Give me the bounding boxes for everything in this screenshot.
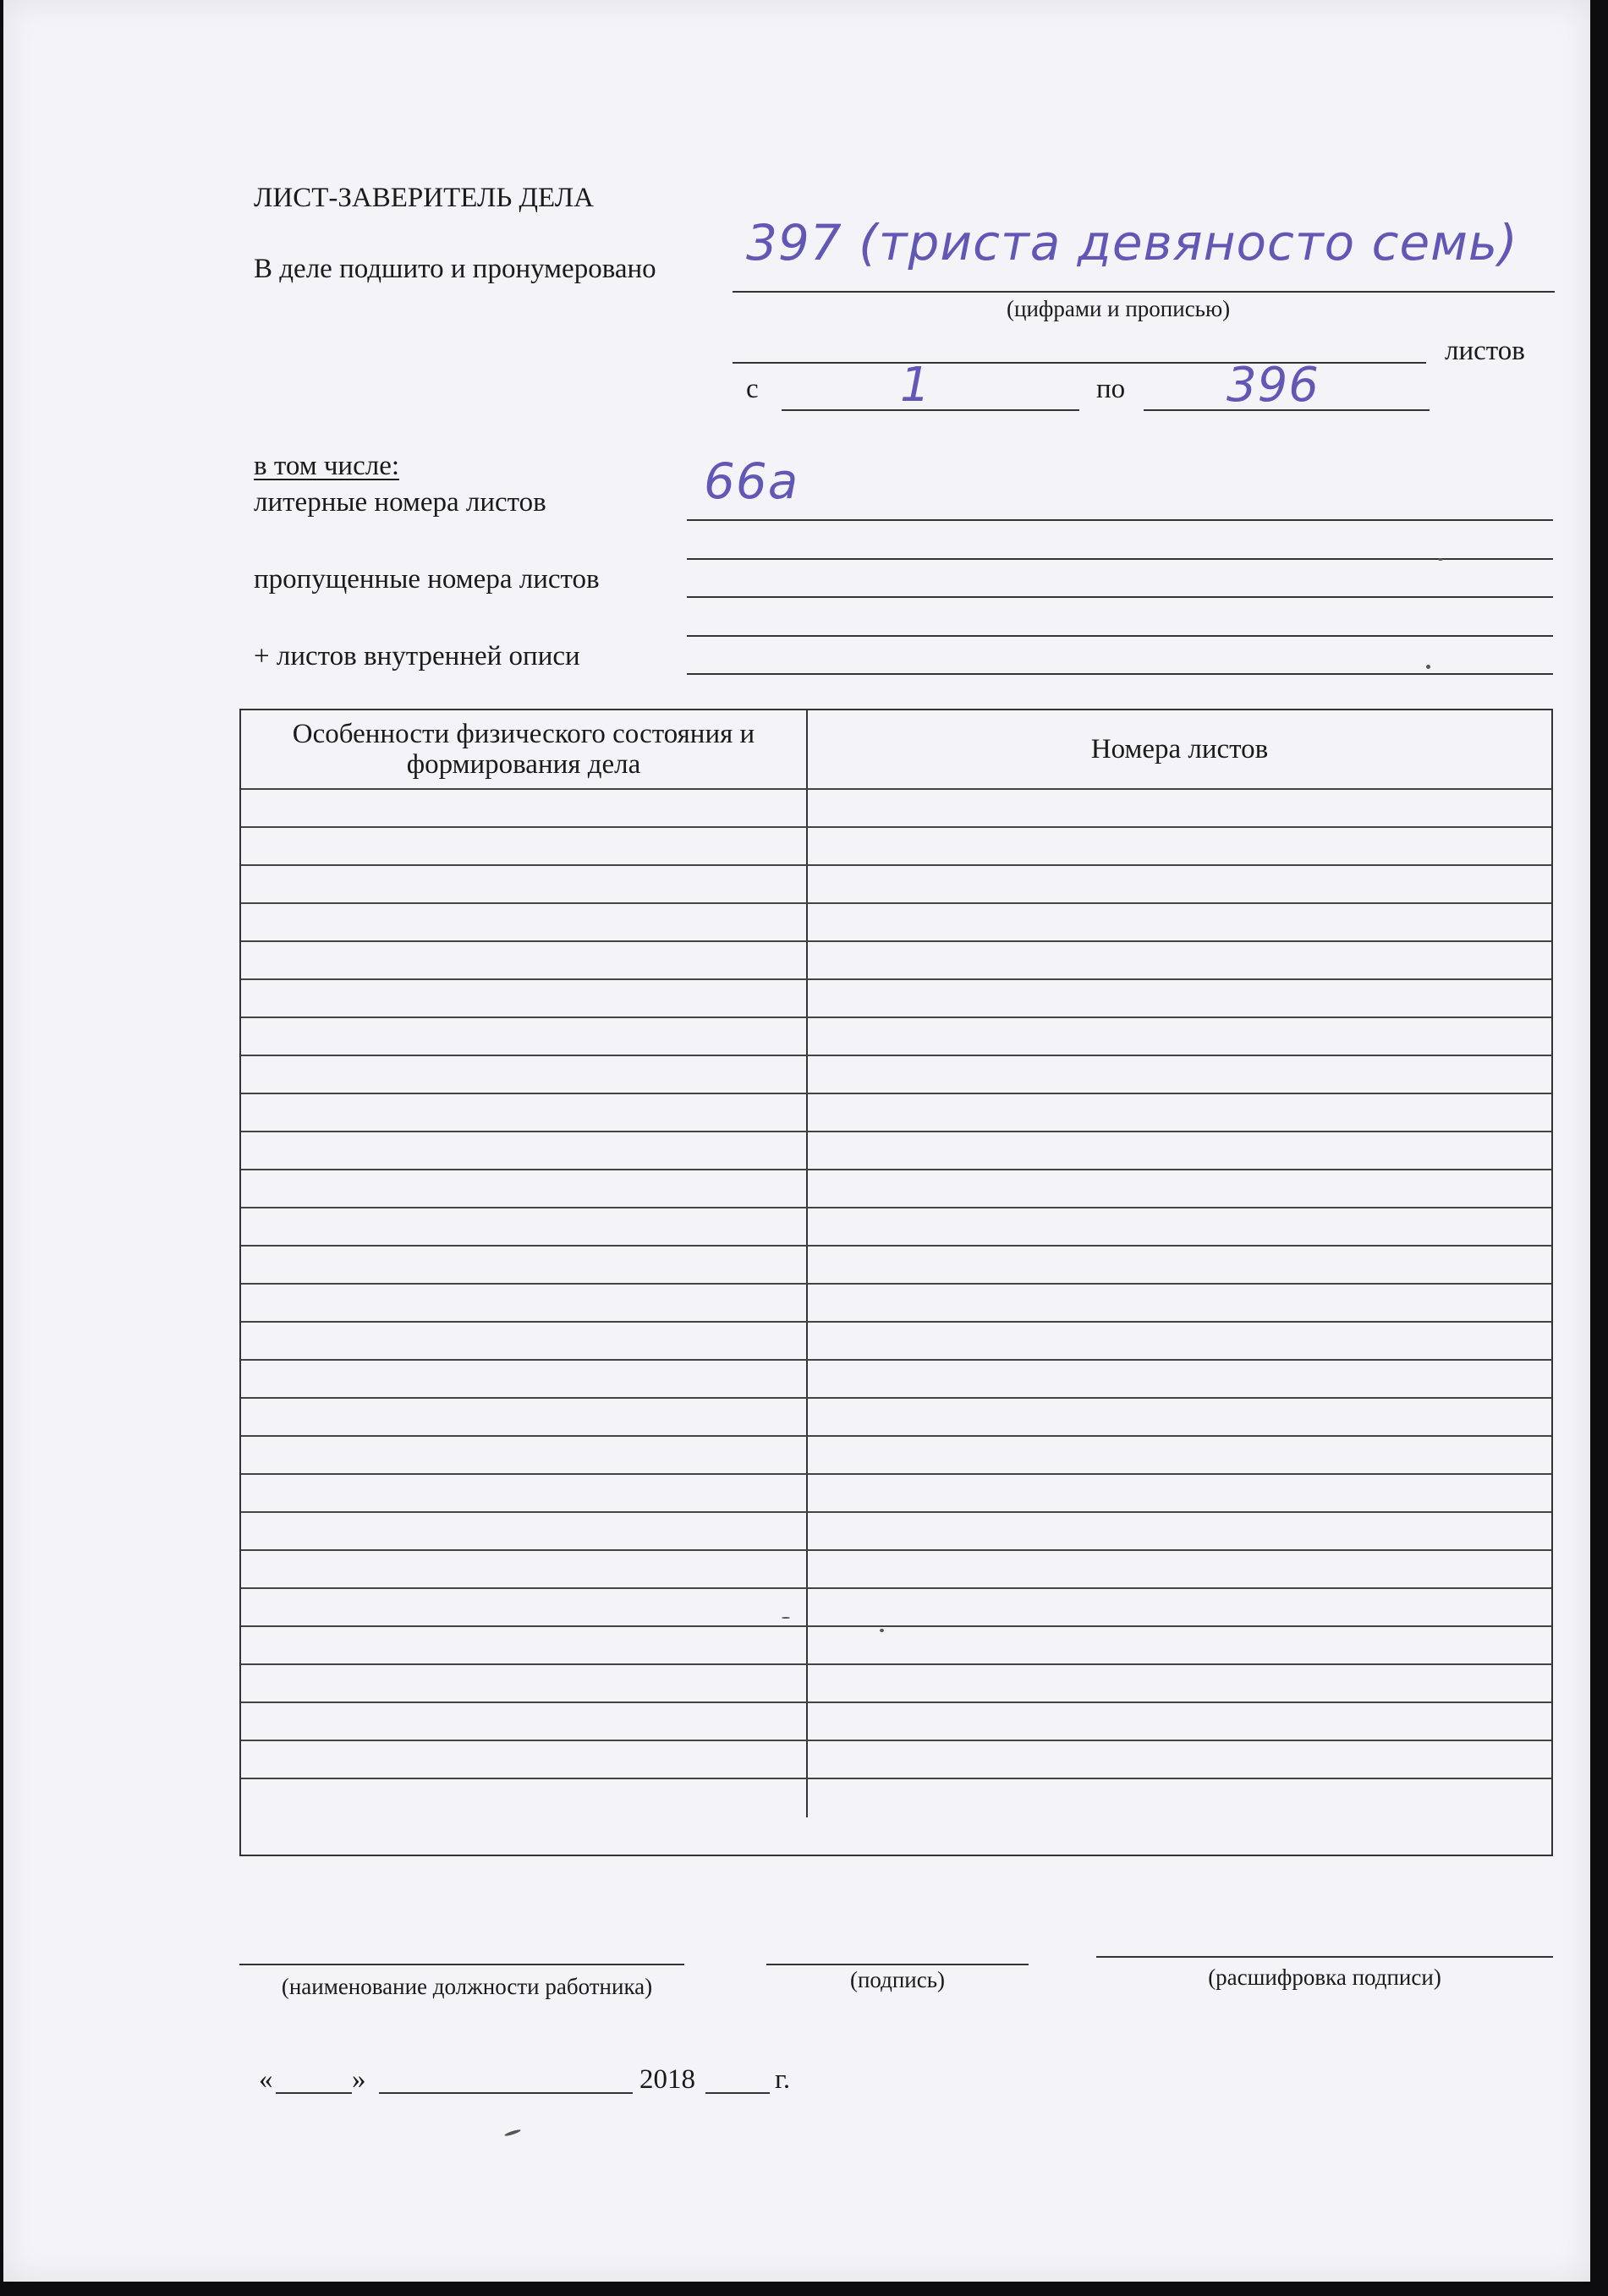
speck bbox=[1426, 665, 1430, 669]
condition-cell bbox=[241, 1170, 808, 1207]
from-label: с bbox=[746, 374, 759, 404]
table-body bbox=[241, 790, 1551, 1817]
date-close-quote: » bbox=[352, 2064, 366, 2095]
table-row bbox=[241, 1056, 1551, 1094]
sheet-numbers-cell bbox=[808, 1094, 1551, 1131]
condition-cell bbox=[241, 1361, 808, 1397]
letter-numbers-label: литерные номера листов bbox=[254, 487, 546, 518]
to-underline bbox=[1144, 409, 1430, 411]
table-row bbox=[241, 1132, 1551, 1170]
condition-cell bbox=[241, 942, 808, 978]
condition-cell bbox=[241, 790, 808, 826]
decoding-signature-line bbox=[1096, 1956, 1553, 1958]
sheet-numbers-cell bbox=[808, 942, 1551, 978]
sheet-numbers-cell bbox=[808, 1323, 1551, 1359]
sheet-numbers-cell bbox=[808, 1361, 1551, 1397]
signature-caption: (подпись) bbox=[849, 1967, 946, 1992]
table-row bbox=[241, 1513, 1551, 1551]
sheets-underline bbox=[733, 362, 1426, 364]
table-row bbox=[241, 1208, 1551, 1247]
letter-numbers-underline bbox=[687, 519, 1553, 521]
letter-numbers-value: 66а bbox=[704, 452, 799, 510]
sheet-numbers-cell bbox=[808, 1475, 1551, 1511]
condition-cell bbox=[241, 1437, 808, 1473]
date-year-suffix-line bbox=[705, 2092, 770, 2094]
table-row bbox=[241, 1779, 1551, 1817]
sheet-numbers-cell bbox=[808, 980, 1551, 1016]
table-row bbox=[241, 790, 1551, 828]
sheet-numbers-cell bbox=[808, 1703, 1551, 1740]
condition-cell bbox=[241, 1247, 808, 1283]
sheet-numbers-cell bbox=[808, 1018, 1551, 1055]
speck bbox=[880, 1629, 884, 1632]
condition-cell bbox=[241, 1665, 808, 1701]
speck bbox=[1438, 558, 1443, 561]
condition-cell bbox=[241, 980, 808, 1016]
sheet-numbers-cell bbox=[808, 1056, 1551, 1093]
condition-cell bbox=[241, 1627, 808, 1663]
header-sheet-numbers: Номера листов bbox=[1090, 733, 1269, 764]
condition-cell bbox=[241, 1285, 808, 1321]
condition-cell bbox=[241, 1475, 808, 1511]
sheet-numbers-cell bbox=[808, 1170, 1551, 1207]
stitched-underline bbox=[733, 291, 1555, 293]
condition-cell bbox=[241, 1589, 808, 1625]
condition-cell bbox=[241, 1513, 808, 1549]
table-row bbox=[241, 1665, 1551, 1703]
table-row bbox=[241, 1437, 1551, 1475]
sheet-numbers-cell bbox=[808, 1589, 1551, 1625]
table-header-row bbox=[241, 710, 1551, 790]
ink-mark bbox=[504, 2129, 521, 2137]
sheet-numbers-cell bbox=[808, 904, 1551, 940]
date-suffix: г. bbox=[775, 2064, 791, 2095]
condition-cell bbox=[241, 828, 808, 864]
sheet-numbers-cell bbox=[808, 1285, 1551, 1321]
condition-cell bbox=[241, 1094, 808, 1131]
table-row bbox=[241, 1170, 1551, 1208]
from-underline bbox=[782, 409, 1079, 411]
table-row bbox=[241, 1627, 1551, 1665]
condition-cell bbox=[241, 1208, 808, 1245]
condition-cell bbox=[241, 1323, 808, 1359]
header-condition: Особенности физического состояния и формирования дела bbox=[241, 710, 808, 788]
internal-inventory-underline bbox=[687, 673, 1553, 675]
table-row bbox=[241, 1247, 1551, 1285]
condition-cell bbox=[241, 1703, 808, 1740]
condition-cell bbox=[241, 866, 808, 902]
sheet-numbers-cell bbox=[808, 1513, 1551, 1549]
sheet-numbers-cell bbox=[808, 828, 1551, 864]
sheet-numbers-cell bbox=[808, 1665, 1551, 1701]
table-row bbox=[241, 1361, 1551, 1399]
sheet-numbers-cell bbox=[808, 1208, 1551, 1245]
condition-cell bbox=[241, 1741, 808, 1778]
sheet-numbers-cell bbox=[808, 1247, 1551, 1283]
sheet-numbers-cell bbox=[808, 866, 1551, 902]
table-row bbox=[241, 1399, 1551, 1437]
from-value: 1 bbox=[900, 358, 931, 413]
missing-numbers-label: пропущенные номера листов bbox=[254, 564, 600, 595]
table-row bbox=[241, 828, 1551, 866]
sheet-numbers-cell bbox=[808, 1779, 1551, 1817]
stitched-label: В деле подшито и пронумеровано bbox=[254, 254, 656, 284]
speck bbox=[782, 1617, 790, 1619]
signature-line bbox=[766, 1964, 1029, 1965]
letter-numbers-underline-2 bbox=[687, 558, 1553, 560]
table-row bbox=[241, 1475, 1551, 1513]
missing-numbers-underline-2 bbox=[687, 635, 1553, 637]
sheet-numbers-cell bbox=[808, 1132, 1551, 1169]
sheet-numbers-cell bbox=[808, 1741, 1551, 1778]
table-row bbox=[241, 1589, 1551, 1627]
table-row bbox=[241, 1323, 1551, 1361]
table-row bbox=[241, 942, 1551, 980]
table-row bbox=[241, 1703, 1551, 1741]
table-row bbox=[241, 980, 1551, 1018]
sheet-numbers-cell bbox=[808, 1399, 1551, 1435]
sheet-numbers-cell bbox=[808, 790, 1551, 826]
sheet-numbers-cell bbox=[808, 1551, 1551, 1587]
table-row bbox=[241, 1551, 1551, 1589]
condition-cell bbox=[241, 1551, 808, 1587]
stitched-hint: (цифрами и прописью) bbox=[1007, 296, 1231, 321]
date-open-quote: « bbox=[259, 2064, 273, 2095]
condition-cell bbox=[241, 1779, 808, 1817]
condition-cell bbox=[241, 1056, 808, 1093]
sheets-word: листов bbox=[1445, 336, 1525, 366]
position-signature-line bbox=[239, 1964, 684, 1965]
condition-cell bbox=[241, 1132, 808, 1169]
date-year: 2018 bbox=[639, 2064, 695, 2095]
date-day-line bbox=[276, 2092, 352, 2094]
condition-cell bbox=[241, 1018, 808, 1055]
date-month-line bbox=[379, 2092, 633, 2094]
stitched-handwritten-value: 397 (триста девяносто семь) bbox=[746, 214, 1518, 271]
physical-condition-table bbox=[239, 709, 1553, 1856]
condition-cell bbox=[241, 904, 808, 940]
sheet-numbers-cell bbox=[808, 1437, 1551, 1473]
table-row bbox=[241, 904, 1551, 942]
internal-inventory-label: + листов внутренней описи bbox=[254, 641, 580, 671]
table-row bbox=[241, 866, 1551, 904]
condition-cell bbox=[241, 1399, 808, 1435]
sheet-numbers-cell bbox=[808, 1627, 1551, 1663]
table-row bbox=[241, 1741, 1551, 1779]
document-sheet bbox=[3, 0, 1590, 2282]
to-label: по bbox=[1096, 374, 1126, 404]
missing-numbers-underline bbox=[687, 596, 1553, 598]
including-label: в том числе: bbox=[254, 451, 400, 481]
table-row bbox=[241, 1285, 1551, 1323]
form-title: ЛИСТ-ЗАВЕРИТЕЛЬ ДЕЛА bbox=[254, 183, 594, 213]
table-row bbox=[241, 1094, 1551, 1132]
to-value: 396 bbox=[1227, 358, 1320, 413]
position-caption: (наименование должности работника) bbox=[281, 1974, 653, 1999]
table-row bbox=[241, 1018, 1551, 1056]
decoding-caption: (расшифровка подписи) bbox=[1208, 1964, 1441, 1990]
